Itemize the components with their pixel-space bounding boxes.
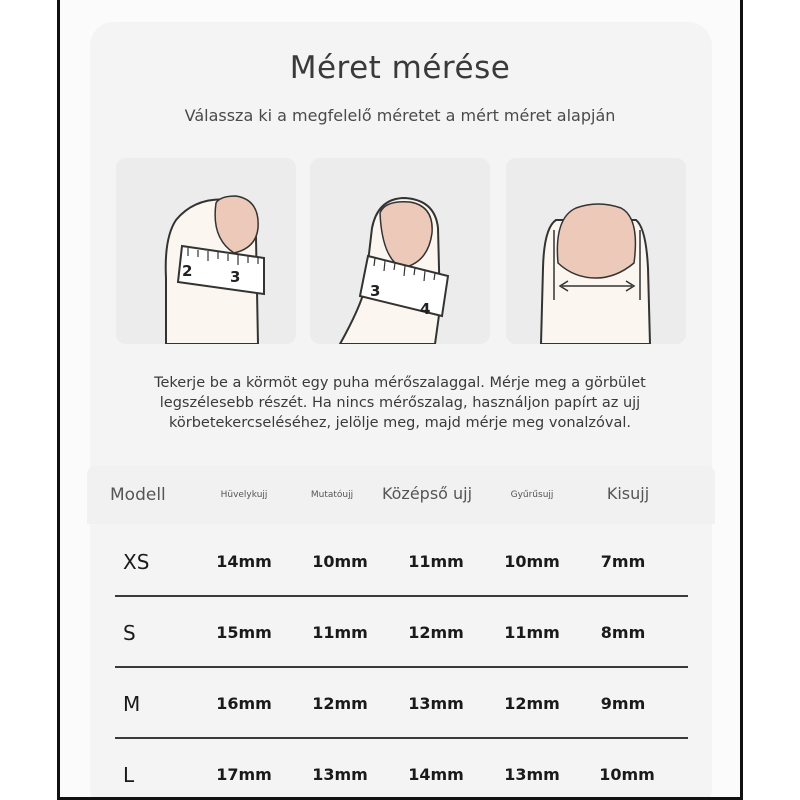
header-index: Mutatóujj (310, 490, 354, 500)
table-cell: 12mm (504, 694, 560, 713)
table-cell: 13mm (312, 765, 368, 784)
header-pinky: Kisujj (606, 484, 650, 503)
table-cell: 15mm (216, 623, 272, 642)
row-size-label: M (123, 692, 141, 716)
table-cell: 10mm (312, 552, 368, 571)
instruction-line: legszélesebb részét. Ha nincs mérőszalag, használjon papírt az ujj (159, 395, 641, 411)
instruction-line: Tekerje be a körmöt egy puha mérőszalaggal. Mérje meg a görbület (154, 375, 646, 391)
finger-measuring-tape-icon (310, 158, 490, 344)
table-cell: 13mm (408, 694, 464, 713)
table-cell: 13mm (504, 765, 560, 784)
illustration-nail-width (506, 158, 686, 344)
table-cell: 14mm (216, 552, 272, 571)
thumb-measuring-tape-icon (116, 158, 296, 344)
table-cell: 11mm (312, 623, 368, 642)
tape-number: 3 (230, 268, 241, 286)
tape-number: 4 (420, 300, 431, 318)
table-cell: 12mm (408, 623, 464, 642)
instruction-line: körbetekercseléséhez, jelölje meg, majd mérje meg vonalzóval. (168, 415, 632, 431)
table-cell: 10mm (504, 552, 560, 571)
row-divider (115, 737, 688, 739)
table-cell: 10mm (599, 765, 655, 784)
page-subtitle: Válassza ki a megfelelő méretet a mért méret alapján (184, 106, 616, 125)
tape-number: 3 (370, 282, 381, 300)
table-cell: 17mm (216, 765, 272, 784)
header-middle: Középső ujj (381, 484, 473, 503)
table-cell: 7mm (600, 552, 646, 571)
page-title: Méret mérése (289, 50, 511, 86)
row-size-label: L (123, 763, 135, 787)
table-cell: 9mm (600, 694, 646, 713)
row-size-label: XS (123, 550, 150, 574)
table-cell: 12mm (312, 694, 368, 713)
table-cell: 14mm (408, 765, 464, 784)
instructions (150, 373, 650, 433)
illustration-finger (310, 158, 490, 344)
table-cell: 11mm (504, 623, 560, 642)
header-thumb: Hüvelykujj (220, 490, 268, 500)
row-divider (115, 595, 688, 597)
nail-width-arrow-icon (506, 158, 686, 344)
row-divider (115, 666, 688, 668)
header-model: Modell (110, 485, 166, 505)
row-size-label: S (123, 621, 136, 645)
illustration-thumb (116, 158, 296, 344)
table-cell: 8mm (600, 623, 646, 642)
tape-number: 2 (182, 262, 193, 280)
table-cell: 16mm (216, 694, 272, 713)
table-cell: 11mm (408, 552, 464, 571)
header-ring: Gyűrűsujj (510, 490, 554, 500)
